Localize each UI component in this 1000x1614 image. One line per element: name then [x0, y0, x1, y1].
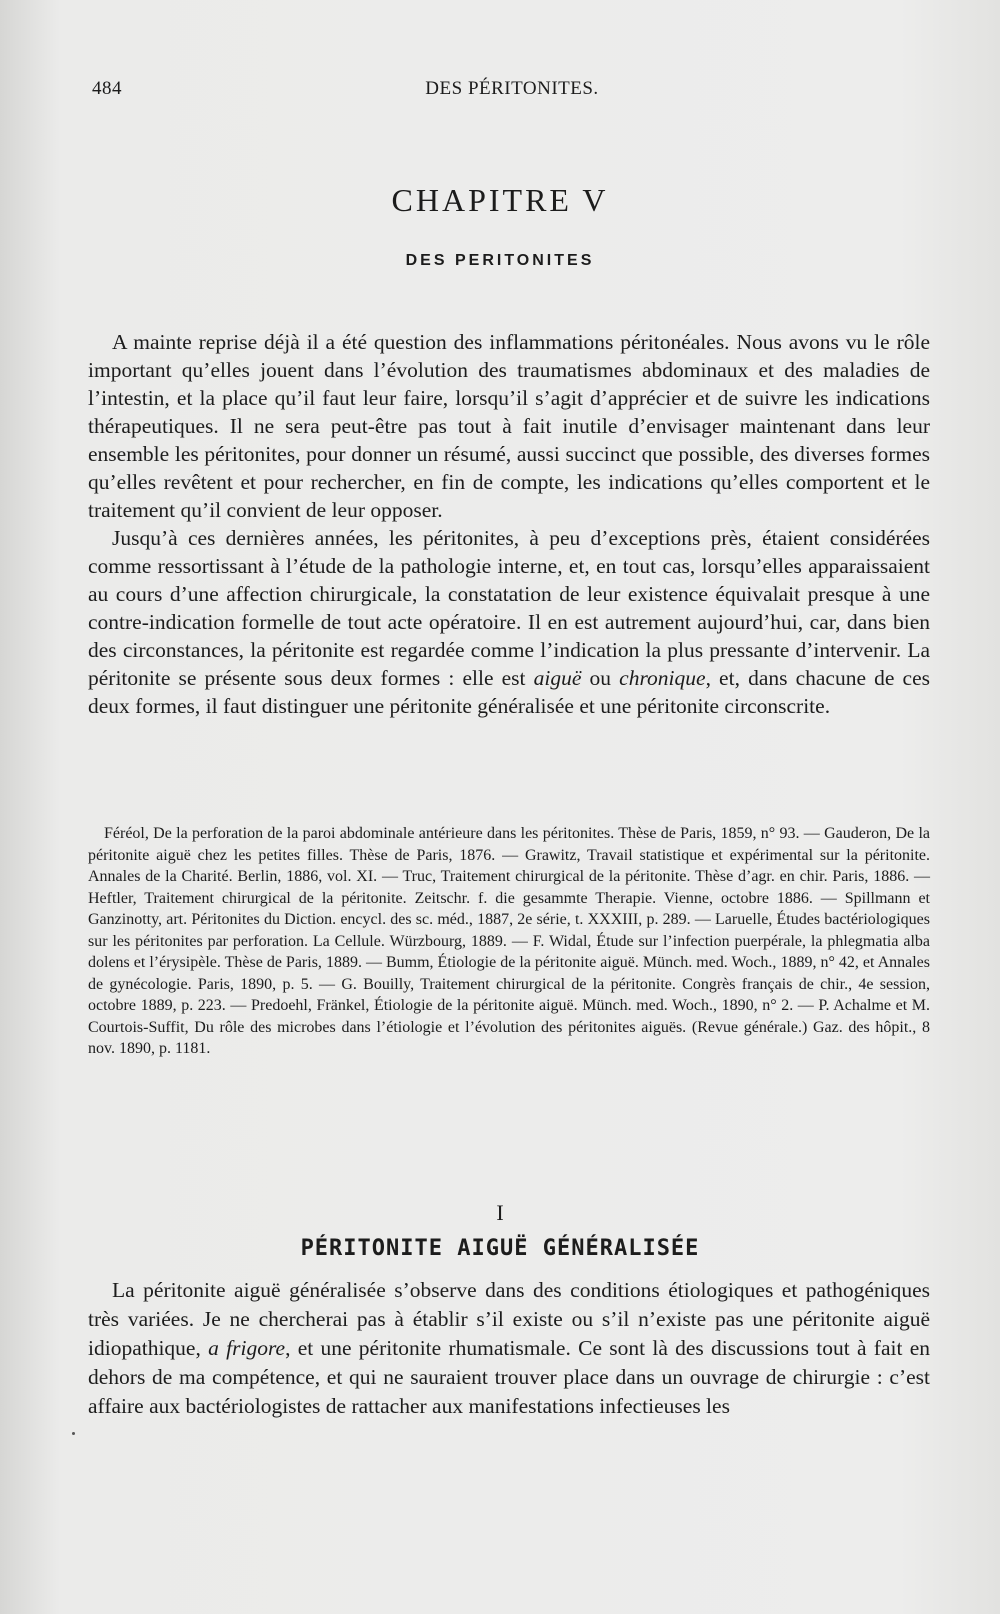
section-paragraph-part-a: La péritonite aiguë généralisée s’observe dans des conditions étiologiques et pathogéniques très variées. Je ne chercherai pas à établir s’il existe ou s’il n’existe pas une péritonite aiguë idiopathique, [88, 1278, 930, 1360]
section-paragraph-1 [88, 1276, 930, 1421]
bibliography-note: Féréol, De la perforation de la paroi abdominale antérieure dans les péritonites. Thèse de Paris, 1859, n° 93. — Gauderon, De la péritonite aiguë chez les petites filles. Thèse de Paris, 1876. — Grawitz, Travail statistique et expérimental sur la péritonite. Annales de la Charité. Berlin, 1886, vol. XI. — Truc, Traitement chirurgical de la péritonite. Thèse d’agr. en chir. Paris, 1886. — Heftler, Traitement chirurgical de la péritonite. Zeitschr. f. die gesammte Therapie. Vienne, octobre 1886. — Spillmann et Ganzinotty, art. Péritonites du Diction. encycl. des sc. méd., 1887, 2e série, t. XXXIII, p. 289. — Laruelle, Études bactériologiques sur les péritonites par perforation. La Cellule. Würzbourg, 1889. — F. Widal, Étude sur l’infection puerpérale, la phlegmatia alba dolens et l’érysipèle. Thèse de Paris, 1889. — Bumm, Étiologie de la péritonite aiguë. Münch. med. Woch., 1889, n° 42, et Annales de gynécologie. Paris, 1890, p. 5. — G. Bouilly, Traitement chirurgical de la péritonite. Congrès français de chir., 4e session, octobre 1889, p. 223. — Predoehl, Fränkel, Étiologie de la péritonite aiguë. Münch. med. Woch., 1890, n° 2. — P. Achalme et M. Courtois-Suffit, Du rôle des microbes dans l’étiologie et l’évolution des péritonites aiguës. (Revue générale.) Gaz. des hôpit., 8 nov. 1890, p. 1181. [88, 825, 930, 1057]
section-title: PÉRITONITE AIGUË GÉNÉRALISÉE [300, 1236, 700, 1261]
word-aigue: aiguë [533, 666, 582, 690]
paragraph-2-part-b: ou [581, 666, 620, 690]
paragraph-2 [88, 524, 930, 720]
page-number: 484 [92, 78, 122, 99]
phrase-a-frigore: a frigore [208, 1336, 286, 1360]
chapter-body [88, 328, 930, 720]
chapter-subtitle: DES PERITONITES [405, 252, 595, 269]
running-header [92, 78, 932, 104]
running-title: DES PÉRITONITES. [425, 78, 599, 99]
paragraph-1: A mainte reprise déjà il a été question des inflammations péritonéales. Nous avons vu le rôle important qu’elles jouent dans l’évolution des traumatismes abdominaux et des maladies de l’intestin, et la place qu’il faut leur faire, lorsqu’il s’agit d’apprécier et de suivre les indications thérapeutiques. Il ne sera peut-être pas tout à fait inutile d’envisager maintenant dans leur ensemble les péritonites, pour donner un résumé, aussi succinct que possible, des diverses formes qu’elles revêtent et pour rechercher, en fin de compte, les indications qu’elles comportent et le traitement qu’il convient de leur opposer. [88, 330, 930, 522]
paragraph-2-part-c: , et, dans chacune de ces deux formes, il faut distinguer une péritonite généralisée et une péritonite circonscrite. [88, 666, 931, 718]
chapter-title: CHAPITRE V [391, 182, 609, 218]
section-paragraph-part-b: , et une péritonite rhumatismale. Ce sont là des discussions tout à fait en dehors de ma compétence, et qui ne sauraient trouver place dans un ouvrage de chirurgie : c’est affaire aux bactériologistes de rattacher aux manifestations infectieuses les [88, 1336, 930, 1418]
word-chronique: chronique [619, 666, 706, 690]
paragraph-2-part-a: Jusqu’à ces dernières années, les péritonites, à peu d’exceptions près, étaient considérées comme ressortissant à l’étude de la pathologie interne, et, en tout cas, lorsqu’elles apparaissaient au cours d’une affection chirurgicale, la constatation de leur existence équivalait presque à une contre-indication formelle de tout acte opératoire. Il en est autrement aujourd’hui, car, dans bien des circonstances, la péritonite est regardée comme l’indication la plus pressante d’intervenir. La péritonite se présente sous deux formes : elle est [88, 526, 930, 690]
section-number: I [496, 1200, 504, 1225]
section-body [88, 1276, 930, 1421]
print-speck [72, 1432, 75, 1435]
